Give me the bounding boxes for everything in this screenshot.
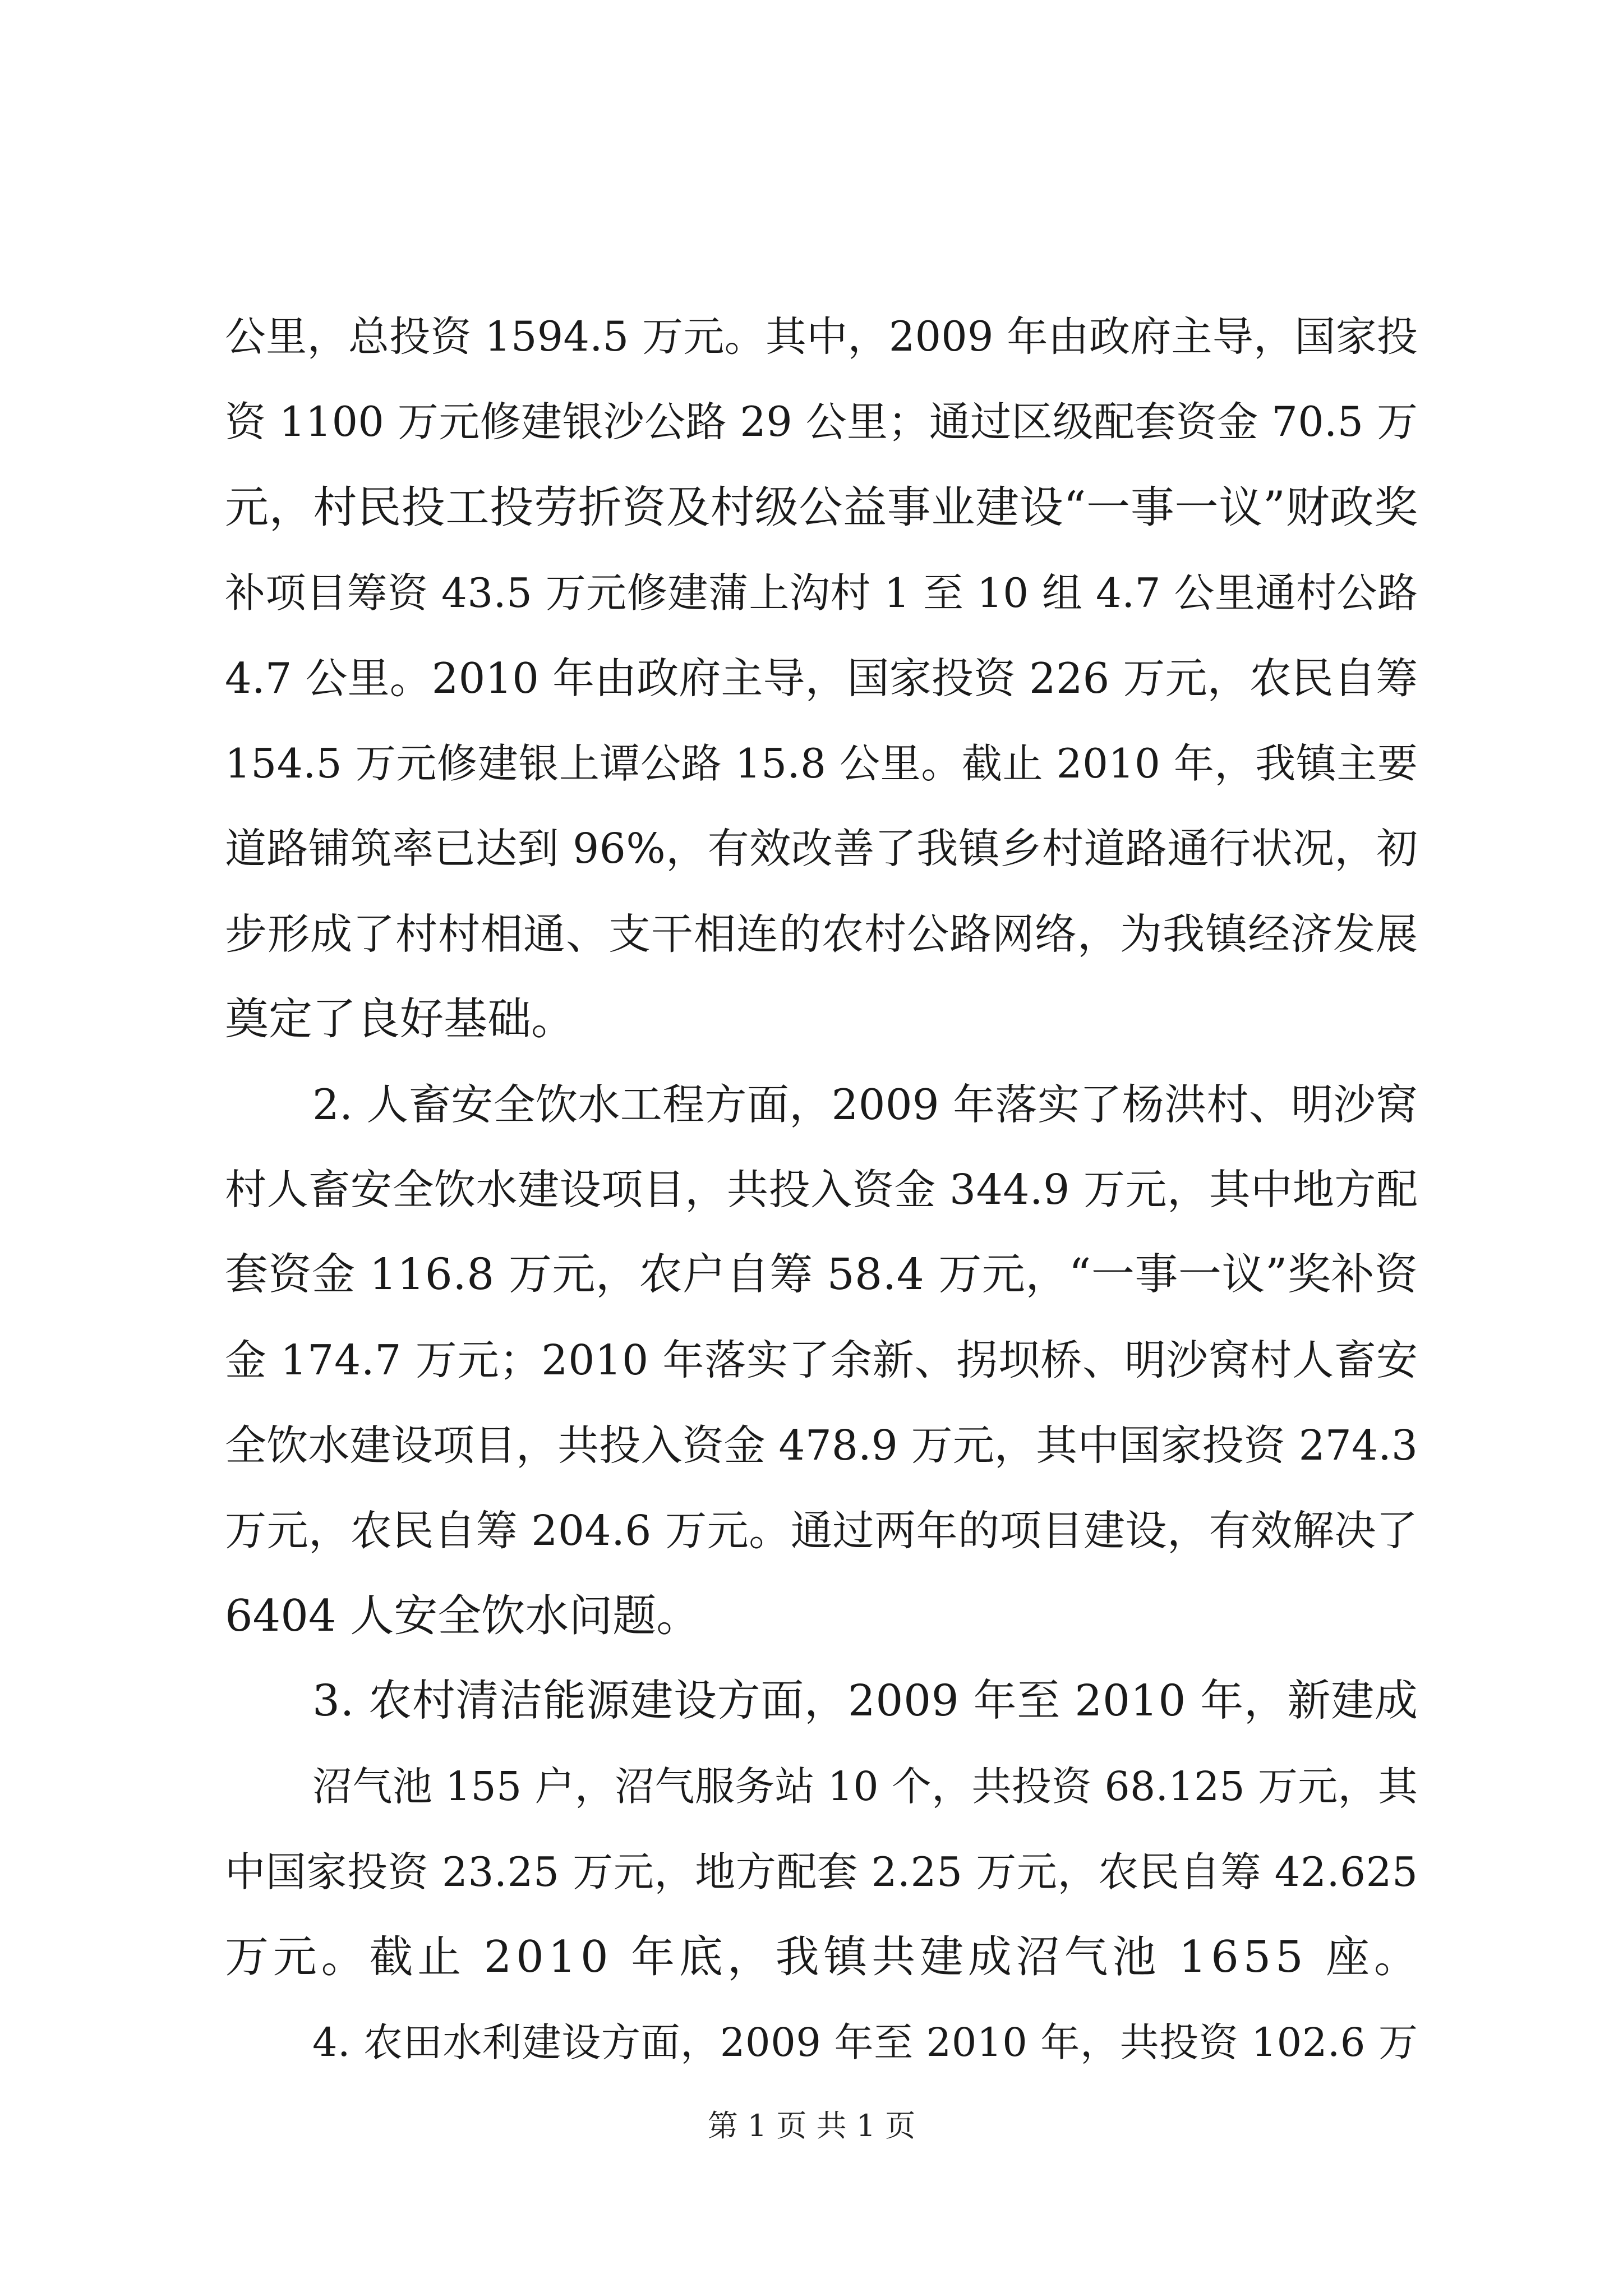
text-line-content: 村人畜安全饮水建设项目，共投入资金 344.9 万元，其中地方配 <box>225 1166 1418 1214</box>
text-line-content: 4. 农田水利建设方面，2009 年至 2010 年，共投资 102.6 万 <box>312 2019 1418 2065</box>
text-line-content: 元，村民投工投劳折资及村级公益事业建设“一事一议”财政奖 <box>225 482 1418 533</box>
text-line-content: 套资金 116.8 万元，农户自筹 58.4 万元，“一事一议”奖补资 <box>225 1250 1418 1300</box>
text-line-content: 道路铺筑率已达到 96%，有效改善了我镇乡村道路通行状况，初 <box>225 825 1418 873</box>
text-line-content: 步形成了村村相通、支干相连的农村公路网络，为我镇经济发展 <box>225 909 1418 959</box>
text-line-content: 金 174.7 万元；2010 年落实了余新、拐坝桥、明沙窝村人畜安 <box>225 1336 1418 1384</box>
text-line-content: 万元。截止 2010 年底，我镇共建成沼气池 1655 座。 <box>225 1932 1422 1982</box>
text-line-content: 全饮水建设项目，共投入资金 478.9 万元，其中国家投资 274.3 <box>225 1421 1418 1470</box>
text-line-content: 2. 人畜安全饮水工程方面，2009 年落实了杨洪村、明沙窝 <box>312 1080 1418 1129</box>
page-footer: 第 1 页 共 1 页 <box>707 2108 916 2143</box>
text-line-content: 154.5 万元修建银上谭公路 15.8 公里。截止 2010 年，我镇主要 <box>225 740 1418 787</box>
text-line-content: 6404 人安全饮水问题。 <box>225 1591 700 1641</box>
text-line-content: 公里，总投资 1594.5 万元。其中，2009 年由政府主导，国家投 <box>225 313 1418 361</box>
text-line-content: 奠定了良好基础。 <box>225 994 575 1045</box>
text-line-content: 中国家投资 23.25 万元，地方配套 2.25 万元，农民自筹 42.625 <box>225 1848 1418 1895</box>
text-line-content: 沼气池 155 户，沼气服务站 10 个，共投资 68.125 万元，其 <box>312 1763 1418 1810</box>
text-line-content: 补项目筹资 43.5 万元修建蒲上沟村 1 至 10 组 4.7 公里通村公路 <box>225 569 1418 616</box>
text-line-content: 万元，农民自筹 204.6 万元。通过两年的项目建设，有效解决了 <box>225 1507 1418 1555</box>
text-line-content: 3. 农村清洁能源建设方面，2009 年至 2010 年，新建成 <box>312 1676 1418 1726</box>
text-line-content: 4.7 公里。2010 年由政府主导，国家投资 226 万元，农民自筹 <box>225 654 1418 703</box>
text-line-content: 资 1100 万元修建银沙公路 29 公里；通过区级配套资金 70.5 万 <box>225 398 1418 446</box>
